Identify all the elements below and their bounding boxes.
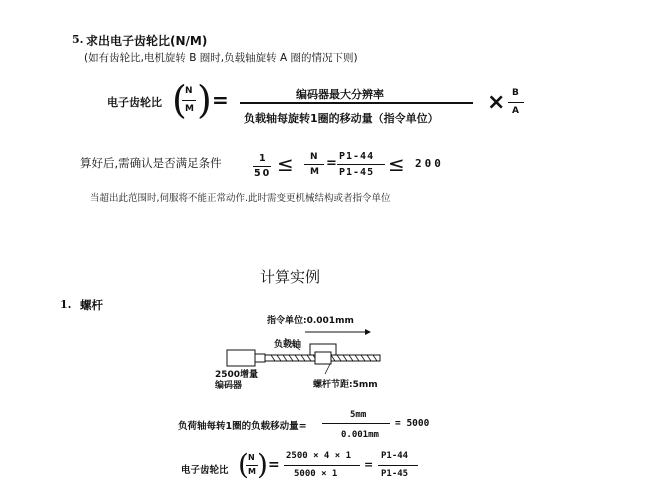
cond-p-top: P1-44 <box>339 151 375 162</box>
min-frac-top: 1 <box>259 153 266 164</box>
cond-equals: = <box>326 156 337 171</box>
le-sign-1: ≤ <box>277 152 294 176</box>
command-arrow-head <box>365 329 371 335</box>
paren-right: ) <box>197 78 212 122</box>
nm-denominator: M <box>185 104 194 114</box>
cond-nm-bar <box>304 164 324 165</box>
movement-result: = 5000 <box>395 418 430 429</box>
ex-p-bar <box>378 465 418 466</box>
cond-p-bar <box>337 164 385 165</box>
ex-paren-right: ) <box>257 448 268 481</box>
example-title: 螺杆 <box>80 298 103 312</box>
ex-p-bottom: P1-45 <box>381 469 409 479</box>
formula-denominator: 负载轴每旋转1圈的移动量（指令单位） <box>244 112 439 125</box>
ex-bottom: 5000 × 1 <box>294 469 338 479</box>
section-number: 5. <box>72 33 84 46</box>
ex-paren-left: ( <box>238 448 249 481</box>
cond-max: 200 <box>415 157 444 170</box>
formula-numerator: 编码器最大分辨率 <box>296 88 384 101</box>
pitch-leader <box>325 364 330 374</box>
movement-top: 5mm <box>350 410 367 420</box>
ex-top: 2500 × 4 × 1 <box>286 451 352 461</box>
ex-equals: = <box>268 457 280 473</box>
cond-m: M <box>310 167 319 177</box>
times-sign: × <box>487 90 506 115</box>
load-shaft-label: 负载轴 <box>274 340 302 350</box>
le-sign-2: ≤ <box>388 152 405 176</box>
nm-numerator: N <box>185 86 193 96</box>
movement-label: 负荷轴每转1圈的负载移动量= <box>178 421 307 432</box>
warning-note: 当超出此范围时,伺服将不能正常动作.此时需变更机械结构或者指令单位 <box>90 193 391 204</box>
nm-fraction-bar <box>182 100 196 101</box>
pitch-label: 螺杆节距:5mm <box>313 380 378 390</box>
ratio-b: B <box>512 88 519 98</box>
min-frac-bottom: 50 <box>254 168 272 179</box>
ex-n: N <box>248 453 255 462</box>
formula-fraction-bar <box>240 102 473 104</box>
command-unit-label: 指令单位:0.001mm <box>267 316 354 326</box>
encoder-label: 2500增量编码器 <box>215 370 259 391</box>
formula-label: 电子齿轮比 <box>107 96 162 109</box>
ratio-a: A <box>512 106 519 116</box>
min-frac-bar <box>253 166 271 167</box>
example-ratio-label: 电子齿轮比 <box>181 465 229 476</box>
load-shaft-leader <box>285 338 300 350</box>
section-note: (如有齿轮比,电机旋转 B 圈时,负载轴旋转 A 圈的情况下则) <box>84 52 358 64</box>
paren-left: ( <box>172 78 187 122</box>
movement-bar <box>322 423 390 424</box>
movement-bottom: 0.001mm <box>341 430 379 440</box>
ex-m: M <box>248 467 256 476</box>
section-title: 求出电子齿轮比(N/M) <box>86 34 208 48</box>
example-number: 1. <box>60 298 72 311</box>
equals-sign: = <box>212 88 229 112</box>
ratio-fraction-bar <box>508 102 524 103</box>
example-heading: 计算实例 <box>260 268 321 286</box>
screw-nut <box>315 352 331 364</box>
encoder-motor <box>227 350 255 366</box>
ex-eq2: = <box>364 458 374 471</box>
ex-p-top: P1-44 <box>381 451 409 461</box>
condition-text: 算好后,需确认是否满足条件 <box>80 156 222 170</box>
motor-coupling <box>255 354 265 362</box>
ex-frac-bar <box>284 465 360 466</box>
cond-n: N <box>310 152 318 162</box>
cond-p-bottom: P1-45 <box>339 167 375 178</box>
